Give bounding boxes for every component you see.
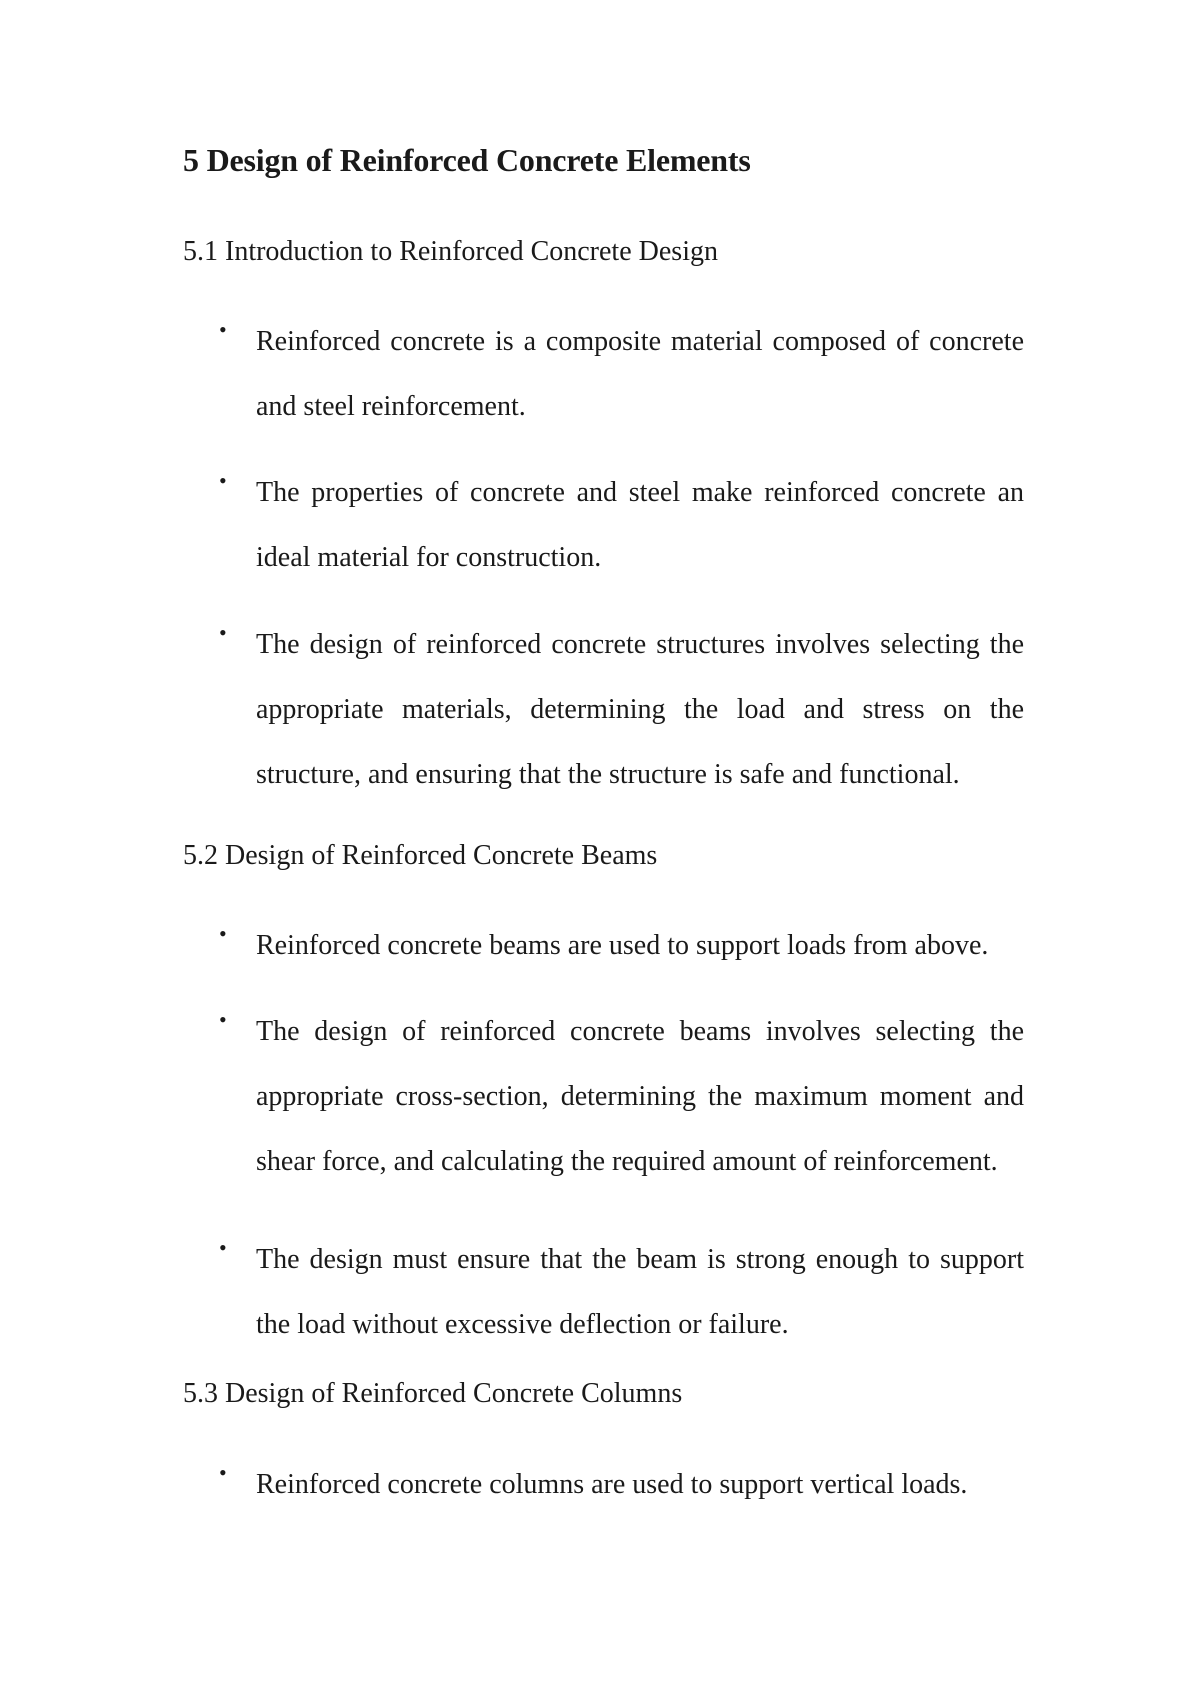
bullet-icon: • [219,921,227,946]
bullet-icon: • [219,468,227,493]
bullet-icon: • [219,1007,227,1032]
bullet-icon: • [219,620,227,645]
bullet-text: Reinforced concrete columns are used to support vertical loads. [256,1469,968,1500]
bullet-icon: • [219,1235,227,1260]
chapter-title: 5 Design of Reinforced Concrete Elements [183,142,751,178]
bullet-text: The design of reinforced concrete beams involves selecting the appropriate cross-section, determining the maximum moment and shear force, and calculating the required amount of reinforcement. [256,1016,1024,1177]
bullet-text: The design must ensure that the beam is strong enough to support the load without excessive deflection or failure. [256,1244,1024,1340]
bullet-text: The design of reinforced concrete structures involves selecting the appropriate materials, determining the load and stress on the structure, and ensuring that the structure is safe and functional. [256,629,1024,790]
section-heading-5-3: 5.3 Design of Reinforced Concrete Columns [183,1378,683,1409]
section-heading-5-1: 5.1 Introduction to Reinforced Concrete Design [183,236,718,267]
bullet-icon: • [219,1460,227,1485]
bullet-text: Reinforced concrete is a composite material composed of concrete and steel reinforcement. [256,326,1024,422]
bullet-text: The properties of concrete and steel make reinforced concrete an ideal material for construction. [256,477,1024,573]
bullet-icon: • [219,317,227,342]
bullet-text: Reinforced concrete beams are used to support loads from above. [256,930,989,961]
section-heading-5-2: 5.2 Design of Reinforced Concrete Beams [183,840,658,871]
